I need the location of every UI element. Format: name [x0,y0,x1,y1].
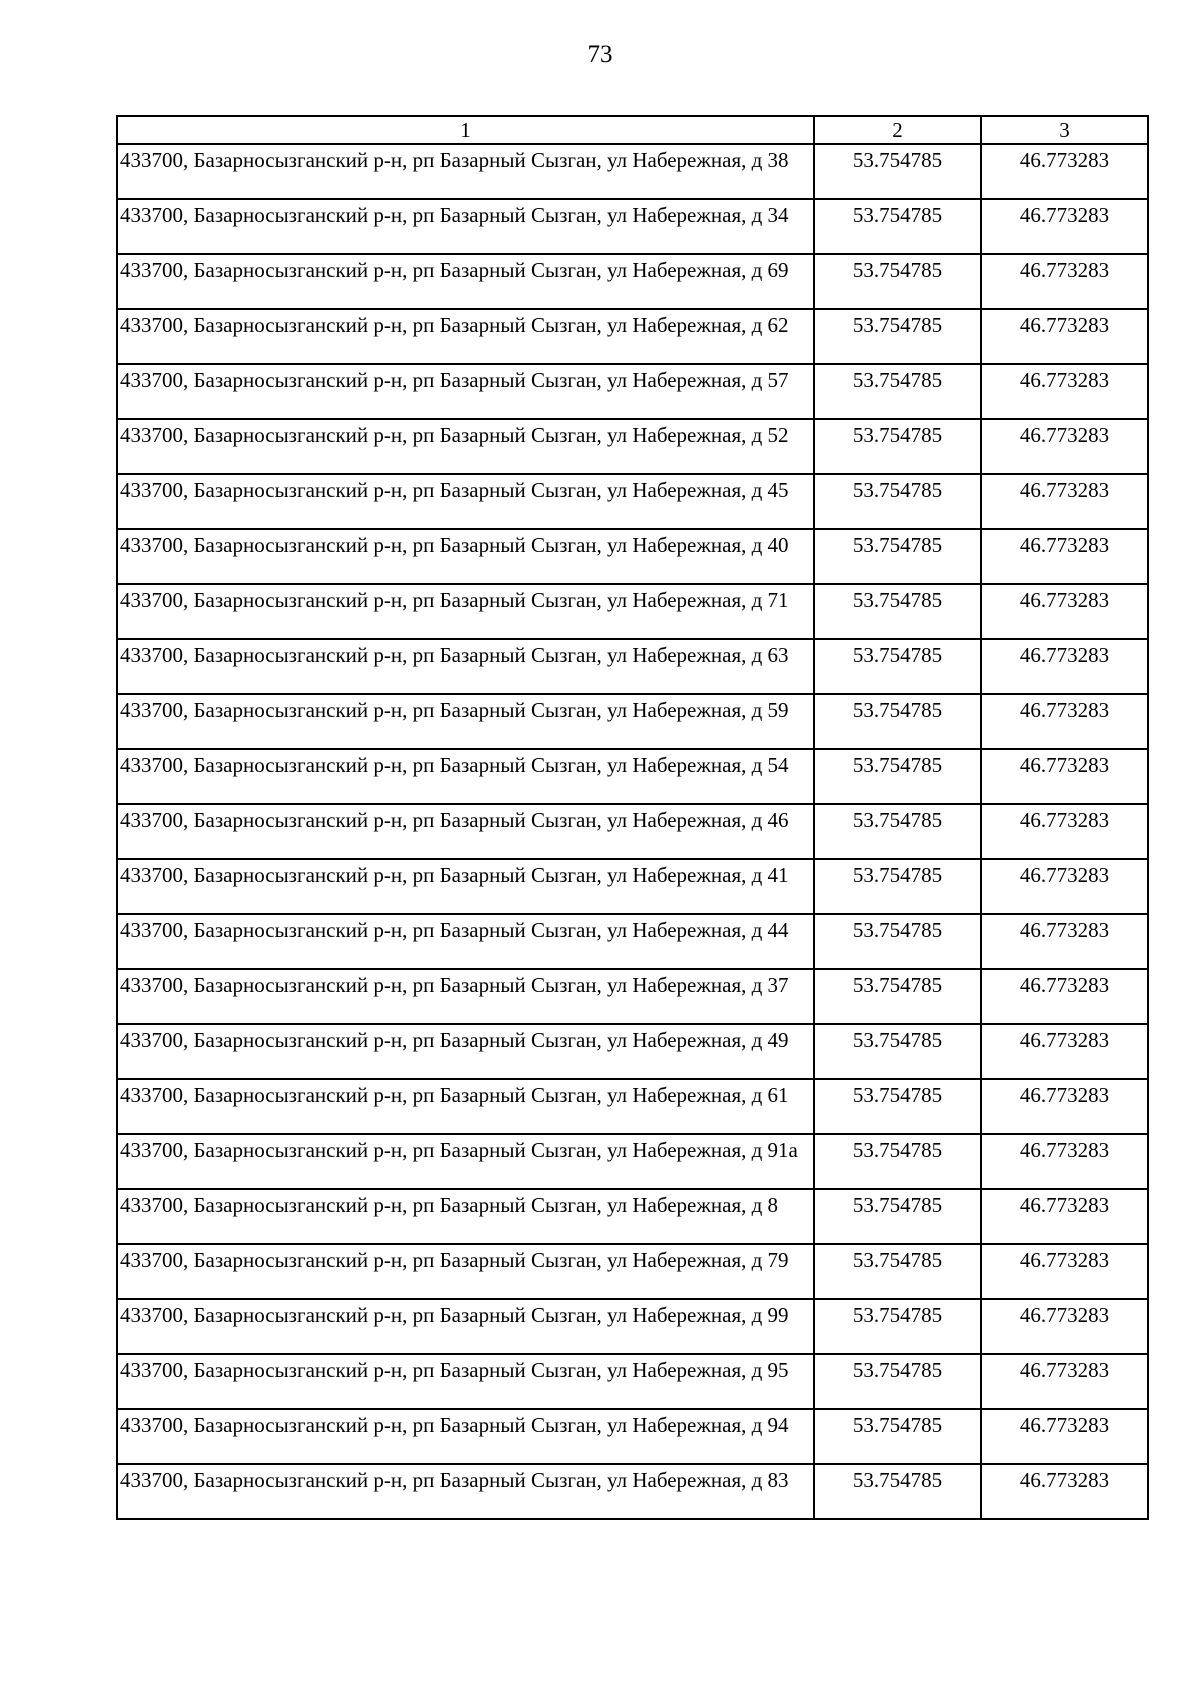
address-cell: 433700, Базарносызганский р-н, рп Базарный Сызган, ул Набережная, д 41 [117,859,814,914]
value-cell-2: 53.754785 [814,1299,981,1354]
table-row [117,749,1148,804]
address-cell: 433700, Базарносызганский р-н, рп Базарный Сызган, ул Набережная, д 38 [117,144,814,199]
value-cell-2: 53.754785 [814,859,981,914]
value-cell-2: 53.754785 [814,1244,981,1299]
address-cell: 433700, Базарносызганский р-н, рп Базарный Сызган, ул Набережная, д 91а [117,1134,814,1189]
table-header [117,116,1148,144]
value-cell-3: 46.773283 [981,1024,1148,1079]
address-cell: 433700, Базарносызганский р-н, рп Базарный Сызган, ул Набережная, д 61 [117,1079,814,1134]
table-row [117,1079,1148,1134]
address-cell: 433700, Базарносызганский р-н, рп Базарный Сызган, ул Набережная, д 52 [117,419,814,474]
value-cell-2: 53.754785 [814,1409,981,1464]
address-cell: 433700, Базарносызганский р-н, рп Базарный Сызган, ул Набережная, д 44 [117,914,814,969]
value-cell-2: 53.754785 [814,639,981,694]
value-cell-3: 46.773283 [981,1409,1148,1464]
value-cell-3: 46.773283 [981,1244,1148,1299]
address-cell: 433700, Базарносызганский р-н, рп Базарный Сызган, ул Набережная, д 49 [117,1024,814,1079]
value-cell-2: 53.754785 [814,1189,981,1244]
table-row [117,1134,1148,1189]
table-row [117,529,1148,584]
value-cell-3: 46.773283 [981,1464,1148,1519]
table-row [117,419,1148,474]
address-cell: 433700, Базарносызганский р-н, рп Базарный Сызган, ул Набережная, д 59 [117,694,814,749]
value-cell-2: 53.754785 [814,474,981,529]
value-cell-3: 46.773283 [981,254,1148,309]
value-cell-3: 46.773283 [981,1134,1148,1189]
table-row [117,914,1148,969]
address-cell: 433700, Базарносызганский р-н, рп Базарный Сызган, ул Набережная, д 69 [117,254,814,309]
value-cell-3: 46.773283 [981,419,1148,474]
value-cell-2: 53.754785 [814,804,981,859]
header-cell-3: 3 [981,116,1148,144]
value-cell-3: 46.773283 [981,309,1148,364]
address-cell: 433700, Базарносызганский р-н, рп Базарный Сызган, ул Набережная, д 71 [117,584,814,639]
value-cell-3: 46.773283 [981,144,1148,199]
value-cell-3: 46.773283 [981,639,1148,694]
table-row [117,639,1148,694]
value-cell-3: 46.773283 [981,804,1148,859]
value-cell-2: 53.754785 [814,199,981,254]
value-cell-2: 53.754785 [814,969,981,1024]
value-cell-3: 46.773283 [981,859,1148,914]
address-cell: 433700, Базарносызганский р-н, рп Базарный Сызган, ул Набережная, д 79 [117,1244,814,1299]
value-cell-2: 53.754785 [814,254,981,309]
table-row [117,694,1148,749]
address-table [116,115,1149,1520]
header-row [117,116,1148,144]
value-cell-2: 53.754785 [814,144,981,199]
value-cell-3: 46.773283 [981,584,1148,639]
value-cell-2: 53.754785 [814,1079,981,1134]
address-cell: 433700, Базарносызганский р-н, рп Базарный Сызган, ул Набережная, д 57 [117,364,814,419]
value-cell-2: 53.754785 [814,1134,981,1189]
table-row [117,859,1148,914]
value-cell-2: 53.754785 [814,1024,981,1079]
value-cell-3: 46.773283 [981,199,1148,254]
page-number: 73 [587,41,613,68]
value-cell-2: 53.754785 [814,584,981,639]
value-cell-3: 46.773283 [981,1299,1148,1354]
address-cell: 433700, Базарносызганский р-н, рп Базарный Сызган, ул Набережная, д 8 [117,1189,814,1244]
table-row [117,1189,1148,1244]
value-cell-3: 46.773283 [981,364,1148,419]
address-cell: 433700, Базарносызганский р-н, рп Базарный Сызган, ул Набережная, д 37 [117,969,814,1024]
address-cell: 433700, Базарносызганский р-н, рп Базарный Сызган, ул Набережная, д 63 [117,639,814,694]
value-cell-3: 46.773283 [981,969,1148,1024]
value-cell-2: 53.754785 [814,364,981,419]
address-cell: 433700, Базарносызганский р-н, рп Базарный Сызган, ул Набережная, д 94 [117,1409,814,1464]
header-cell-1: 1 [117,116,814,144]
value-cell-3: 46.773283 [981,474,1148,529]
table-row [117,1299,1148,1354]
table-row [117,1354,1148,1409]
table-row [117,254,1148,309]
value-cell-3: 46.773283 [981,1079,1148,1134]
table-row [117,199,1148,254]
table-row [117,584,1148,639]
value-cell-2: 53.754785 [814,749,981,804]
value-cell-3: 46.773283 [981,749,1148,804]
table-row [117,969,1148,1024]
address-cell: 433700, Базарносызганский р-н, рп Базарный Сызган, ул Набережная, д 45 [117,474,814,529]
address-cell: 433700, Базарносызганский р-н, рп Базарный Сызган, ул Набережная, д 34 [117,199,814,254]
value-cell-3: 46.773283 [981,694,1148,749]
value-cell-2: 53.754785 [814,309,981,364]
table-row [117,474,1148,529]
value-cell-3: 46.773283 [981,914,1148,969]
table-row [117,144,1148,199]
value-cell-3: 46.773283 [981,529,1148,584]
value-cell-2: 53.754785 [814,1464,981,1519]
address-cell: 433700, Базарносызганский р-н, рп Базарный Сызган, ул Набережная, д 83 [117,1464,814,1519]
address-cell: 433700, Базарносызганский р-н, рп Базарный Сызган, ул Набережная, д 62 [117,309,814,364]
table-row [117,364,1148,419]
value-cell-2: 53.754785 [814,529,981,584]
value-cell-2: 53.754785 [814,419,981,474]
table-row [117,1024,1148,1079]
table-row [117,1464,1148,1519]
address-cell: 433700, Базарносызганский р-н, рп Базарный Сызган, ул Набережная, д 95 [117,1354,814,1409]
table-row [117,309,1148,364]
address-cell: 433700, Базарносызганский р-н, рп Базарный Сызган, ул Набережная, д 40 [117,529,814,584]
table-body [117,144,1148,1519]
address-cell: 433700, Базарносызганский р-н, рп Базарный Сызган, ул Набережная, д 54 [117,749,814,804]
table-row [117,1409,1148,1464]
address-cell: 433700, Базарносызганский р-н, рп Базарный Сызган, ул Набережная, д 46 [117,804,814,859]
value-cell-3: 46.773283 [981,1354,1148,1409]
value-cell-2: 53.754785 [814,694,981,749]
address-cell: 433700, Базарносызганский р-н, рп Базарный Сызган, ул Набережная, д 99 [117,1299,814,1354]
header-cell-2: 2 [814,116,981,144]
value-cell-2: 53.754785 [814,914,981,969]
value-cell-2: 53.754785 [814,1354,981,1409]
table-row [117,1244,1148,1299]
table-row [117,804,1148,859]
value-cell-3: 46.773283 [981,1189,1148,1244]
